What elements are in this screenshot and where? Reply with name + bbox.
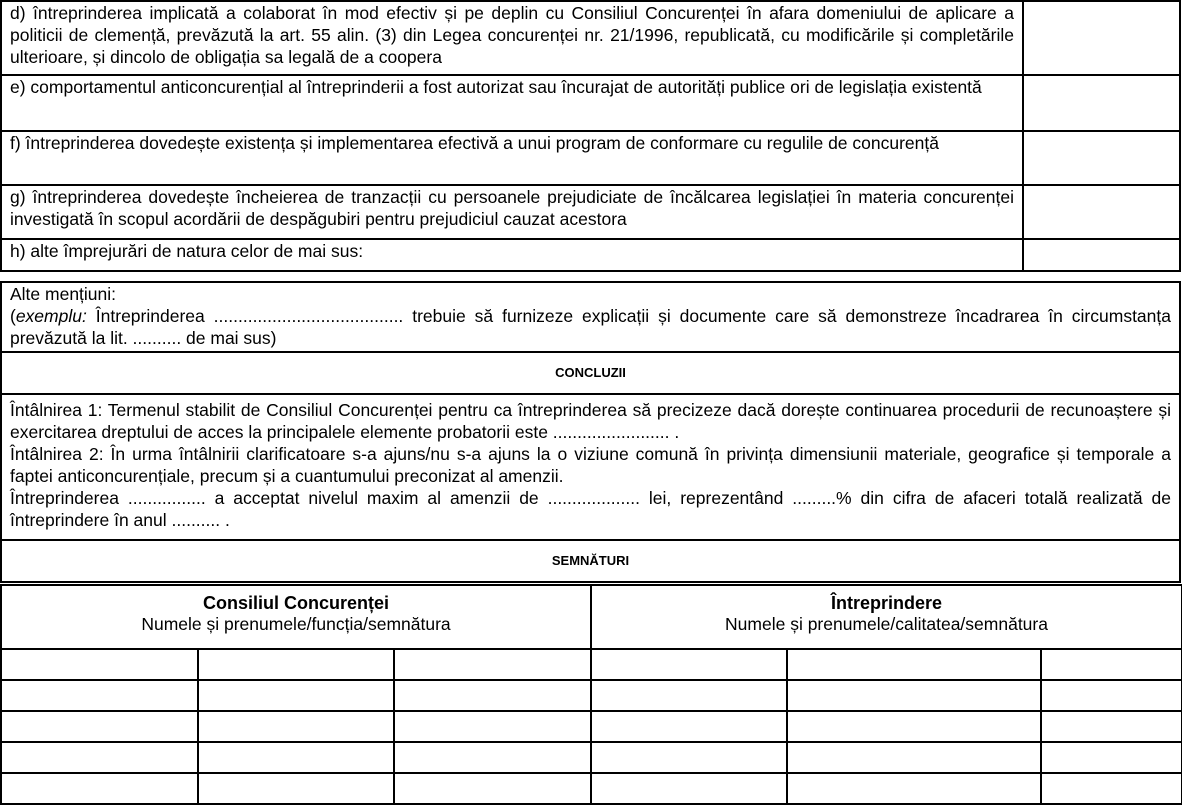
- signature-cell[interactable]: [591, 711, 787, 742]
- criteria-text-e: e) comportamentul anticoncurențial al întreprinderii a fost autorizat sau încurajat de autorități publice ori de legislația existentă: [1, 75, 1023, 131]
- conclusions-meeting-1: Întâlnirea 1: Termenul stabilit de Consiliul Concurenței pentru ca întreprinderea să precizeze dacă dorește continuarea procedurii de recunoaștere și exercitarea dreptului de acces la principalele elemente probatorii este ........................ .: [10, 400, 1171, 442]
- signature-cell[interactable]: [1, 711, 198, 742]
- signature-cell[interactable]: [1041, 711, 1182, 742]
- signature-cell[interactable]: [591, 742, 787, 773]
- signature-cell[interactable]: [394, 742, 591, 773]
- signature-cell[interactable]: [198, 680, 394, 711]
- signatures-table: [0, 584, 1182, 805]
- signature-cell[interactable]: [1041, 773, 1182, 804]
- criteria-check-h[interactable]: [1023, 239, 1180, 271]
- signature-cell[interactable]: [787, 680, 1041, 711]
- mentions-conclusions-table: [0, 281, 1181, 583]
- signature-row: [1, 711, 1182, 742]
- mentions-title: Alte mențiuni:: [10, 284, 117, 304]
- signature-cell[interactable]: [198, 649, 394, 680]
- signatures-heading-row: [1, 540, 1180, 582]
- mentions-cell: [1, 282, 1180, 352]
- signature-cell[interactable]: [198, 742, 394, 773]
- criteria-text-g: g) întreprinderea dovedește încheierea de tranzacții cu persoanele prejudiciate de încălcarea legislației în materia concurenței investigată în scopul acordării de despăgubiri pentru prejudiciul cauzat acestora: [1, 185, 1023, 239]
- signatures-council-subtitle: Numele și prenumele/funcția/semnătura: [141, 614, 451, 634]
- signature-row: [1, 680, 1182, 711]
- signature-cell[interactable]: [787, 711, 1041, 742]
- criteria-row-f: [1, 131, 1180, 185]
- signature-row: [1, 773, 1182, 804]
- mentions-example-text: Întreprinderea ....................................... trebuie să furnizeze explicații și documente care să demonstreze încadrarea în circumstanța prevăzută la lit. .......... de mai sus): [10, 306, 1171, 348]
- criteria-row-h: [1, 239, 1180, 271]
- mentions-example: (exemplu: Întreprinderea ....................................... trebuie să furnizeze explicații și documente care să demonstreze încadrarea în circumstanța prevăzută la lit. .......... de mai sus): [10, 306, 1171, 348]
- criteria-row-d: [1, 1, 1180, 75]
- conclusions-cell: [1, 394, 1180, 540]
- conclusions-row: [1, 394, 1180, 540]
- signatures-council-title: Consiliul Concurenței: [202, 593, 389, 613]
- signature-cell[interactable]: [1041, 649, 1182, 680]
- signature-cell[interactable]: [394, 773, 591, 804]
- conclusions-heading-row: [1, 352, 1180, 394]
- signature-cell[interactable]: [1041, 680, 1182, 711]
- signature-cell[interactable]: [787, 742, 1041, 773]
- signature-cell[interactable]: [1, 680, 198, 711]
- signature-cell[interactable]: [591, 680, 787, 711]
- signature-cell[interactable]: [394, 649, 591, 680]
- signature-cell[interactable]: [1, 649, 198, 680]
- signature-cell[interactable]: [394, 680, 591, 711]
- criteria-check-g[interactable]: [1023, 185, 1180, 239]
- signature-cell[interactable]: [787, 773, 1041, 804]
- criteria-check-f[interactable]: [1023, 131, 1180, 185]
- signature-cell[interactable]: [1, 742, 198, 773]
- criteria-table: [0, 0, 1181, 272]
- mentions-row: [1, 282, 1180, 352]
- criteria-row-e: [1, 75, 1180, 131]
- signature-cell[interactable]: [591, 649, 787, 680]
- conclusions-heading: CONCLUZII: [1, 352, 1180, 394]
- signature-cell[interactable]: [198, 711, 394, 742]
- mentions-example-label: exemplu:: [15, 306, 87, 326]
- signatures-company-title: Întreprindere: [831, 593, 943, 613]
- signature-cell[interactable]: [1041, 742, 1182, 773]
- criteria-check-d[interactable]: [1023, 1, 1180, 75]
- criteria-text-f: f) întreprinderea dovedește existența și implementarea efectivă a unui program de conformare cu regulile de concurență: [1, 131, 1023, 185]
- signatures-company-header: [591, 585, 1182, 649]
- signatures-council-header: [1, 585, 591, 649]
- signature-cell[interactable]: [591, 773, 787, 804]
- signature-cell[interactable]: [1, 773, 198, 804]
- conclusions-acceptance: Întreprinderea ................ a acceptat nivelul maxim al amenzii de ................... lei, reprezentând .........% din cifra de afaceri totală realizată de întreprindere în anul .......... .: [10, 488, 1171, 530]
- signature-row: [1, 742, 1182, 773]
- signature-cell[interactable]: [198, 773, 394, 804]
- criteria-check-e[interactable]: [1023, 75, 1180, 131]
- signatures-company-subtitle: Numele și prenumele/calitatea/semnătura: [725, 614, 1048, 634]
- criteria-text-h: h) alte împrejurări de natura celor de mai sus:: [1, 239, 1023, 271]
- criteria-text-d: d) întreprinderea implicată a colaborat în mod efectiv și pe deplin cu Consiliul Concurenței în afara domeniului de aplicare a politicii de clemență, prevăzută la art. 55 alin. (3) din Legea concurenței nr. 21/1996, republicată, cu modificările și completările ulterioare, și dincolo de obligația sa legală de a coopera: [1, 1, 1023, 75]
- conclusions-meeting-2: Întâlnirea 2: În urma întâlnirii clarificatoare s-a ajuns/nu s-a ajuns la o viziune comună în privința dimensiunii materiale, geografice și temporale a faptei anticoncurențiale, precum și a cuantumului preconizat al amenzii.: [10, 444, 1171, 486]
- signature-cell[interactable]: [394, 711, 591, 742]
- signature-cell[interactable]: [787, 649, 1041, 680]
- signature-row: [1, 649, 1182, 680]
- criteria-row-g: [1, 185, 1180, 239]
- signatures-header-row: [1, 585, 1182, 649]
- signatures-heading: SEMNĂTURI: [1, 540, 1180, 582]
